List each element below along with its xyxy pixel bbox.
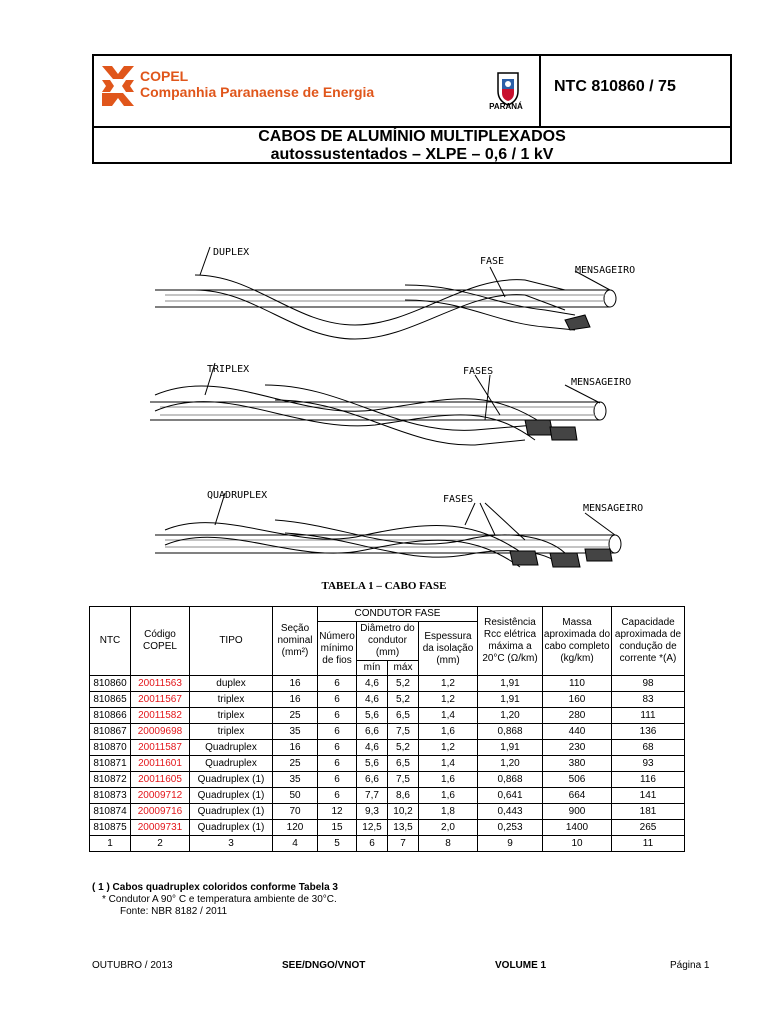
table-cell: 20011567	[131, 692, 190, 708]
table-cell: 1,2	[419, 676, 478, 692]
title-line2: autossustentados – XLPE – 0,6 / 1 kV	[270, 146, 554, 163]
table-cell: 68	[612, 740, 685, 756]
brand-line2: Companhia Paranaense de Energia	[140, 84, 375, 100]
col-numero: Número mínimo de fios	[318, 622, 357, 676]
label-fases-2: FASES	[443, 494, 474, 505]
duplex-cable-drawing	[155, 247, 616, 339]
table-cell: 5	[318, 836, 357, 852]
table-cell: 810871	[90, 756, 131, 772]
table-cell: 0,868	[478, 772, 543, 788]
table-cell: 7,5	[388, 724, 419, 740]
table-cell: 160	[543, 692, 612, 708]
table-cell: 810873	[90, 788, 131, 804]
table-cell: 2	[131, 836, 190, 852]
table-cell: 25	[273, 756, 318, 772]
quadruplex-cable-drawing	[155, 493, 621, 567]
table-cell: 5,2	[388, 676, 419, 692]
table-cell: 93	[612, 756, 685, 772]
table-cell: 506	[543, 772, 612, 788]
table-cell: 1,4	[419, 756, 478, 772]
table-cell: 8,6	[388, 788, 419, 804]
table-cell: 280	[543, 708, 612, 724]
note-3: Fonte: NBR 8182 / 2011	[120, 906, 228, 917]
table-row	[90, 788, 685, 804]
table-cell: 10,2	[388, 804, 419, 820]
col-max: máx	[388, 661, 419, 676]
table-cell: 20011601	[131, 756, 190, 772]
table-cell: 0,253	[478, 820, 543, 836]
table-cell: 13,5	[388, 820, 419, 836]
table-cell: 810874	[90, 804, 131, 820]
table-cell: 10	[543, 836, 612, 852]
table-cell: 16	[273, 740, 318, 756]
table-row	[90, 756, 685, 772]
label-mensageiro-2: MENSAGEIRO	[571, 377, 632, 388]
label-fases-1: FASES	[463, 366, 494, 377]
table-cell: 4,6	[357, 692, 388, 708]
table-cell: 810875	[90, 820, 131, 836]
table-cell: 20011582	[131, 708, 190, 724]
table-cell: 6	[318, 772, 357, 788]
table-cell: 6	[318, 724, 357, 740]
table-cell: 4,6	[357, 740, 388, 756]
col-massa: Massa aproximada do cabo completo (kg/km)	[543, 607, 612, 676]
table-cell: 810860	[90, 676, 131, 692]
table-cell: 181	[612, 804, 685, 820]
footer-page: Página 1	[670, 960, 710, 971]
table-cell: 810870	[90, 740, 131, 756]
table-cell: 70	[273, 804, 318, 820]
label-duplex: DUPLEX	[213, 247, 250, 258]
table-cell: 6	[357, 836, 388, 852]
table-cell: 20009731	[131, 820, 190, 836]
table-cell: 12	[318, 804, 357, 820]
table-cell: 810872	[90, 772, 131, 788]
table-cell: Quadruplex (1)	[190, 788, 273, 804]
cable-table	[89, 606, 685, 852]
table-cell: 83	[612, 692, 685, 708]
label-mensageiro-1: MENSAGEIRO	[575, 265, 636, 276]
document-title	[94, 126, 730, 164]
table-cell: 1,6	[419, 788, 478, 804]
col-secao: Seção nominal (mm²)	[273, 607, 318, 676]
table-cell: 20011563	[131, 676, 190, 692]
table-cell: 5,2	[388, 740, 419, 756]
copel-logo-icon	[102, 66, 134, 106]
table-cell: 900	[543, 804, 612, 820]
table-cell: Quadruplex (1)	[190, 804, 273, 820]
label-mensageiro-3: MENSAGEIRO	[583, 503, 644, 514]
col-resistencia: Resistência Rcc elétrica máxima a 20°C (Ω/km)	[478, 607, 543, 676]
table-cell: 8	[419, 836, 478, 852]
brand-line1: COPEL	[140, 68, 189, 84]
table-cell: 7,5	[388, 772, 419, 788]
brand-name	[140, 68, 374, 100]
table-row	[90, 740, 685, 756]
table-cell: 6	[318, 676, 357, 692]
table-cell: 35	[273, 724, 318, 740]
table-cell: 116	[612, 772, 685, 788]
table-cell: 6	[318, 692, 357, 708]
table-cell: 111	[612, 708, 685, 724]
table-cell: Quadruplex	[190, 756, 273, 772]
footer-dept: SEE/DNGO/VNOT	[282, 960, 366, 971]
table-cell: 6	[318, 740, 357, 756]
col-capacidade: Capacidade aproximada de condução de corrente *(A)	[612, 607, 685, 676]
table-row	[90, 676, 685, 692]
table-cell: 1,2	[419, 740, 478, 756]
footer-date: OUTUBRO / 2013	[92, 960, 173, 971]
table-cell: 810866	[90, 708, 131, 724]
table-cell: 6	[318, 788, 357, 804]
table-cell: 1,6	[419, 772, 478, 788]
table-cell: 25	[273, 708, 318, 724]
table-cell: 1,20	[478, 756, 543, 772]
table-cell: 2,0	[419, 820, 478, 836]
table-cell: 664	[543, 788, 612, 804]
col-tipo: TIPO	[190, 607, 273, 676]
table-cell: 120	[273, 820, 318, 836]
table-cell: triplex	[190, 708, 273, 724]
table-cell: 6,6	[357, 724, 388, 740]
crest-label: PARANÁ	[489, 102, 523, 111]
table-index-row	[90, 836, 685, 852]
table-cell: 16	[273, 692, 318, 708]
table-cell: 50	[273, 788, 318, 804]
table-cell: 9	[478, 836, 543, 852]
table-cell: 16	[273, 676, 318, 692]
table-cell: 265	[612, 820, 685, 836]
table-cell: 20011605	[131, 772, 190, 788]
table-row	[90, 772, 685, 788]
table-cell: 20009716	[131, 804, 190, 820]
table-cell: 15	[318, 820, 357, 836]
table-cell: 0,641	[478, 788, 543, 804]
footer-volume: VOLUME 1	[495, 960, 547, 971]
table-cell: 12,5	[357, 820, 388, 836]
note-2: * Condutor A 90° C e temperatura ambiente de 30°C.	[102, 894, 337, 905]
title-line1: CABOS DE ALUMÍNIO MULTIPLEXADOS	[258, 128, 566, 145]
label-fase: FASE	[480, 256, 505, 267]
note-1: ( 1 ) Cabos quadruplex coloridos conforme Tabela 3	[92, 882, 338, 893]
table-cell: 3	[190, 836, 273, 852]
table-cell: 0,443	[478, 804, 543, 820]
table-cell: 110	[543, 676, 612, 692]
col-condutor-fase: CONDUTOR FASE	[318, 607, 478, 622]
table-cell: 1,8	[419, 804, 478, 820]
table-cell: 6	[318, 708, 357, 724]
table-cell: 1,20	[478, 708, 543, 724]
table-cell: 7,7	[357, 788, 388, 804]
table-cell: 380	[543, 756, 612, 772]
col-codigo: Código COPEL	[131, 607, 190, 676]
table-cell: 810865	[90, 692, 131, 708]
table-cell: 440	[543, 724, 612, 740]
table-cell: 6,6	[357, 772, 388, 788]
table-cell: 1,2	[419, 692, 478, 708]
table-cell: 136	[612, 724, 685, 740]
col-ntc: NTC	[90, 607, 131, 676]
header-divider	[539, 56, 541, 126]
table-cell: 1,91	[478, 676, 543, 692]
table-cell: Quadruplex	[190, 740, 273, 756]
table-cell: 4	[273, 836, 318, 852]
col-min: mín	[357, 661, 388, 676]
cable-illustration	[145, 235, 685, 575]
table-row	[90, 724, 685, 740]
table-cell: 98	[612, 676, 685, 692]
table-cell: Quadruplex (1)	[190, 772, 273, 788]
table-row	[90, 708, 685, 724]
table-cell: duplex	[190, 676, 273, 692]
table-cell: 9,3	[357, 804, 388, 820]
table-cell: 4,6	[357, 676, 388, 692]
table-cell: 1,4	[419, 708, 478, 724]
table-cell: 1400	[543, 820, 612, 836]
table-cell: 1	[90, 836, 131, 852]
document-header	[92, 54, 732, 164]
table-caption: TABELA 1 – CABO FASE	[321, 580, 447, 592]
table-row	[90, 804, 685, 820]
table-cell: 35	[273, 772, 318, 788]
table-cell: 11	[612, 836, 685, 852]
table-cell: 5,6	[357, 756, 388, 772]
table-cell: 20009712	[131, 788, 190, 804]
table-cell: 20009698	[131, 724, 190, 740]
table-cell: triplex	[190, 692, 273, 708]
table-row	[90, 820, 685, 836]
label-quadruplex: QUADRUPLEX	[207, 490, 268, 501]
table-cell: triplex	[190, 724, 273, 740]
header-top-row	[94, 56, 730, 128]
triplex-cable-drawing	[150, 363, 606, 445]
notes	[92, 882, 338, 918]
col-espessura: Espessura da isolação (mm)	[419, 622, 478, 676]
table-cell: 20011587	[131, 740, 190, 756]
table-cell: Quadruplex (1)	[190, 820, 273, 836]
table-cell: 5,2	[388, 692, 419, 708]
table-cell: 0,868	[478, 724, 543, 740]
table-cell: 1,91	[478, 692, 543, 708]
col-diametro: Diâmetro do condutor (mm)	[357, 622, 419, 661]
table-body	[90, 676, 685, 852]
table-cell: 141	[612, 788, 685, 804]
table-cell: 6	[318, 756, 357, 772]
table-cell: 1,91	[478, 740, 543, 756]
label-triplex: TRIPLEX	[207, 364, 250, 375]
table-row	[90, 692, 685, 708]
table-cell: 7	[388, 836, 419, 852]
table-cell: 6,5	[388, 756, 419, 772]
table-cell: 6,5	[388, 708, 419, 724]
ntc-code: NTC 810860 / 75	[554, 78, 676, 95]
table-cell: 810867	[90, 724, 131, 740]
table-cell: 5,6	[357, 708, 388, 724]
table-cell: 230	[543, 740, 612, 756]
table-cell: 1,6	[419, 724, 478, 740]
